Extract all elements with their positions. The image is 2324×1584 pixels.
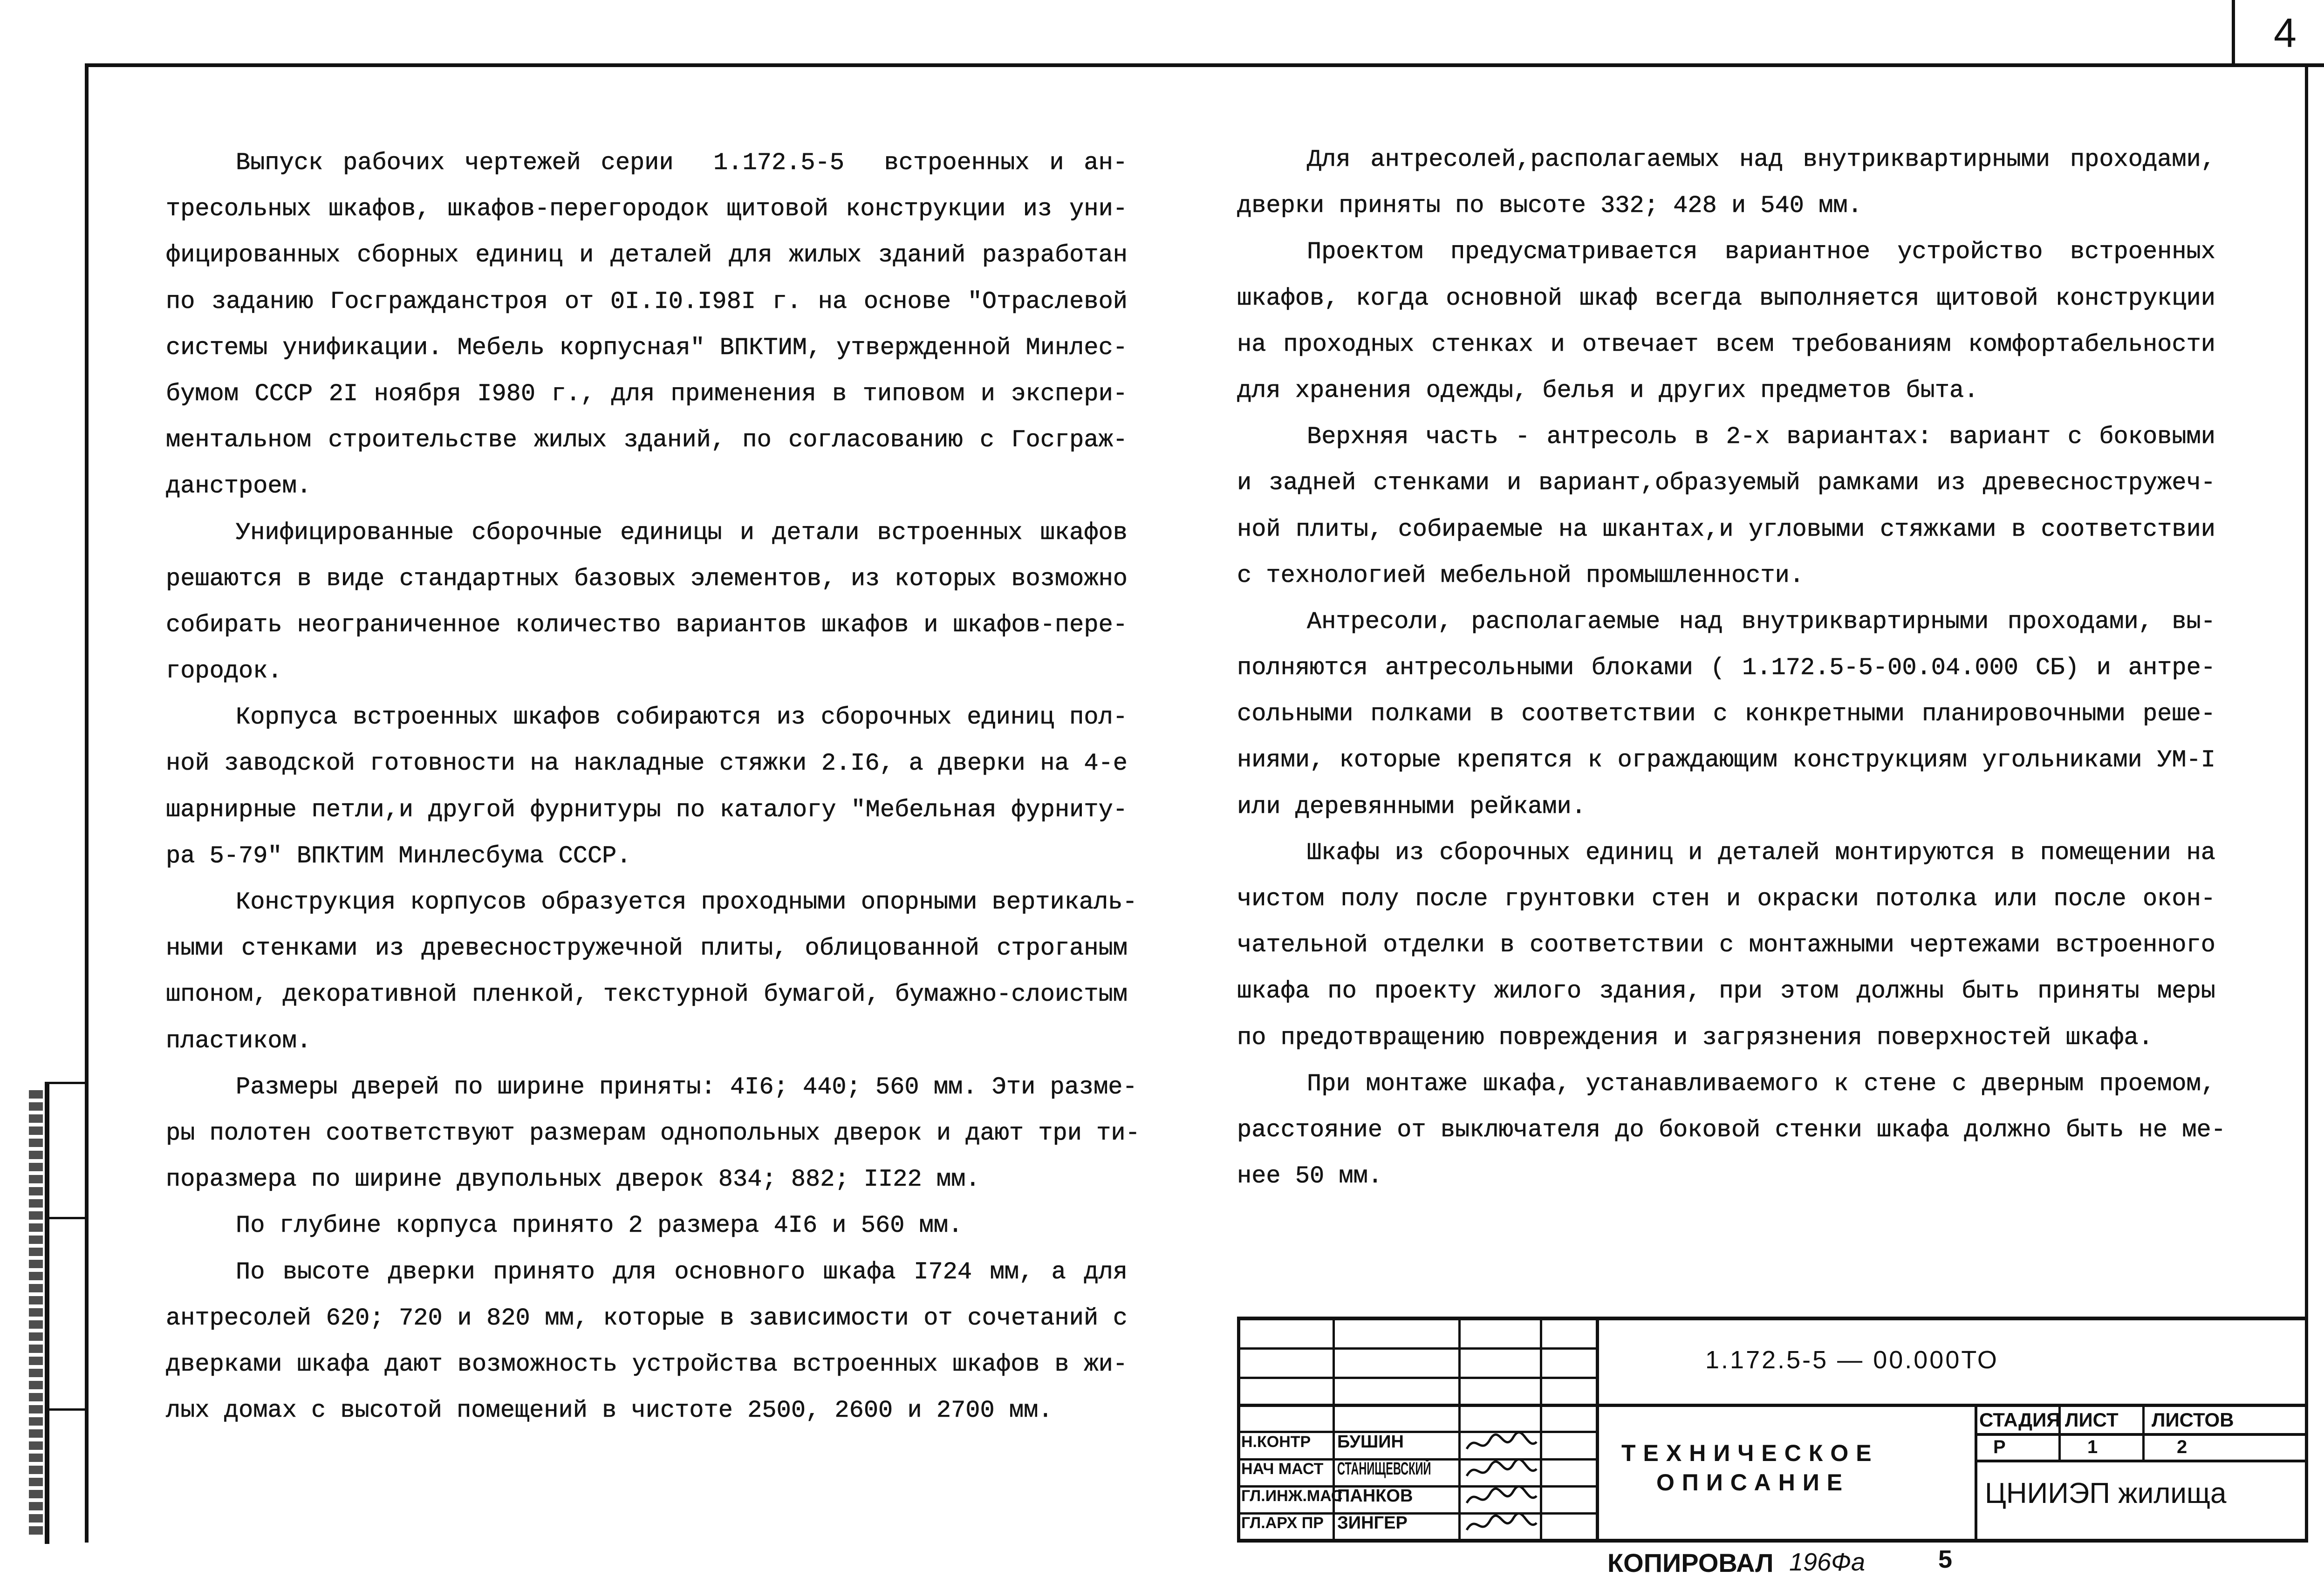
signature-icon bbox=[1462, 1457, 1541, 1485]
text-line: поразмера по ширине двупольных дверок 834; 882; II22 мм. bbox=[166, 1166, 980, 1194]
text-line: чательной отделки в соответствии с монтажными чертежами встроенного bbox=[1237, 931, 2215, 959]
sheet-value: 1 bbox=[2087, 1437, 2098, 1457]
copied-label: КОПИРОВАЛ bbox=[1607, 1548, 1774, 1577]
text-line: ментальном строительстве жилых зданий, по согласованию с Госграж- bbox=[166, 426, 1128, 454]
text-line: ниями, которые крепятся к ограждающим конструкциям угольниками УМ-I bbox=[1237, 746, 2215, 774]
text-line: по предотвращению повреждения и загрязнения поверхностей шкафа. bbox=[1237, 1024, 2153, 1051]
signature-icon bbox=[1462, 1430, 1541, 1458]
text-line: или деревянными рейками. bbox=[1237, 792, 1586, 820]
text-line: ной плиты, собираемые на шкантах,и угловыми стяжками в соответствии bbox=[1237, 515, 2215, 543]
text-line: Проектом предусматривается вариантное устройство встроенных bbox=[1307, 238, 2215, 266]
text-line: нее 50 мм. bbox=[1237, 1162, 1383, 1190]
frame-right-line bbox=[2305, 63, 2308, 1543]
left-text-column bbox=[166, 140, 1140, 1434]
text-line: для хранения одежды, белья и других предметов быта. bbox=[1237, 376, 1979, 404]
text-line: городок. bbox=[166, 657, 282, 685]
page-number-box-line bbox=[2232, 0, 2235, 65]
text-line: По высоте дверки принято для основного шкафа I724 мм, а для bbox=[236, 1258, 1128, 1286]
document-title-line1: ТЕХНИЧЕСКОЕ bbox=[1621, 1440, 1879, 1466]
text-line: собирать неограниченное количество вариантов шкафов и шкафов-пере- bbox=[166, 611, 1128, 639]
text-line: По глубине корпуса принято 2 размера 4I6 и 560 мм. bbox=[236, 1212, 963, 1240]
text-line: При монтаже шкафа, устанавливаемого к стене с дверным проемом, bbox=[1307, 1070, 2215, 1098]
text-line: ры полотен соответствуют размерам однопольных дверок и дают три ти- bbox=[166, 1119, 1140, 1147]
text-line: Для антресолей,располагаемых над внутриквартирными проходами, bbox=[1307, 146, 2215, 173]
text-line: на проходных стенках и отвечает всем требованиям комфортабельности bbox=[1237, 330, 2215, 358]
text-line: Выпуск рабочих чертежей серии 1.172.5-5 встроенных и ан- bbox=[236, 149, 1128, 177]
text-line: антресолей 620; 720 и 820 мм, которые в зависимости от сочетаний с bbox=[166, 1304, 1128, 1332]
sheets-header: ЛИСТОВ bbox=[2152, 1409, 2234, 1431]
text-line: данстроем. bbox=[166, 472, 312, 500]
text-line: тресольных шкафов, шкафов-перегородок щитовой конструкции из уни- bbox=[166, 195, 1128, 223]
margin-stamp-scribble bbox=[29, 1090, 43, 1537]
text-line: полняются антресольными блоками ( 1.172.5-5-00.04.000 СБ) и антре- bbox=[1237, 654, 2215, 682]
right-text-column bbox=[1237, 137, 2226, 1199]
text-line: ными стенками из древесностружечной плиты, облицованной строганым bbox=[166, 935, 1128, 963]
signatory-name: БУШИН bbox=[1337, 1432, 1404, 1452]
text-line: системы унификации. Мебель корпусная" ВПКТИМ, утвержденной Минлес- bbox=[166, 334, 1128, 362]
organization-name: ЦНИИЭП жилища bbox=[1985, 1477, 2227, 1509]
text-line: ной заводской готовности на накладные стяжки 2.I6, а дверки на 4-е bbox=[166, 750, 1128, 778]
text-line: решаются в виде стандартных базовых элементов, из которых возможно bbox=[166, 565, 1128, 593]
text-line: по заданию Госгражданстроя от 0I.I0.I98I г. на основе "Отраслевой bbox=[166, 287, 1128, 315]
signatory-role: ГЛ.ИНЖ.МАС bbox=[1241, 1487, 1343, 1505]
text-line: ра 5-79" ВПКТИМ Минлесбума СССР. bbox=[166, 842, 631, 870]
copied-number: 5 bbox=[1938, 1545, 1953, 1573]
stage-value: Р bbox=[1993, 1437, 2006, 1457]
stage-header: СТАДИЯ bbox=[1979, 1409, 2061, 1431]
text-line: Размеры дверей по ширине приняты: 4I6; 440; 560 мм. Эти разме- bbox=[236, 1073, 1137, 1101]
text-line: Унифицированные сборочные единицы и детали встроенных шкафов bbox=[236, 519, 1128, 546]
frame-top-line bbox=[86, 63, 2324, 67]
sheets-value: 2 bbox=[2177, 1437, 2187, 1457]
signatory-role: НАЧ МАСТ bbox=[1241, 1460, 1324, 1478]
page-number: 4 bbox=[2274, 10, 2297, 56]
text-line: шпоном, декоративной пленкой, текстурной бумагой, бумажно-слоистым bbox=[166, 981, 1128, 1009]
frame-bottom-line bbox=[1237, 1539, 2308, 1543]
text-line: пластиком. bbox=[166, 1027, 312, 1055]
text-line: Шкафы из сборочных единиц и деталей монтируются в помещении на bbox=[1307, 839, 2215, 867]
text-line: шкафов, когда основной шкаф всегда выполняется щитовой конструкции bbox=[1237, 284, 2215, 312]
text-line: с технологией мебельной промышленности. bbox=[1237, 561, 1804, 589]
document-title-line2: ОПИСАНИЕ bbox=[1656, 1469, 1850, 1495]
text-line: лых домах с высотой помещений в чистоте 2500, 2600 и 2700 мм. bbox=[166, 1397, 1053, 1425]
signatory-name: ПАНКОВ bbox=[1337, 1486, 1413, 1506]
text-line: Антресоли, располагаемые над внутриквартирными проходами, вы- bbox=[1307, 608, 2215, 635]
text-line: чистом полу после грунтовки стен и окраски потолка или после окон- bbox=[1237, 885, 2215, 913]
text-line: Конструкция корпусов образуется проходными опорными вертикаль- bbox=[236, 888, 1137, 916]
frame-left-line bbox=[85, 63, 89, 1543]
sheet-header: ЛИСТ bbox=[2065, 1409, 2119, 1431]
text-line: расстояние от выключателя до боковой стенки шкафа должно быть не ме- bbox=[1237, 1116, 2226, 1144]
text-line: Корпуса встроенных шкафов собираются из сборочных единиц пол- bbox=[236, 703, 1128, 731]
signatory-role: Н.КОНТР bbox=[1241, 1433, 1311, 1451]
text-line: шарнирные петли,и другой фурнитуры по каталогу "Мебельная фурниту- bbox=[166, 796, 1128, 824]
copied-mark: 196Фа bbox=[1789, 1548, 1866, 1576]
signatory-name: СТАНИЩЕВСКИЙ bbox=[1337, 1459, 1431, 1479]
signatory-name: ЗИНГЕР bbox=[1337, 1513, 1408, 1533]
text-line: дверками шкафа дают возможность устройства встроенных шкафов в жи- bbox=[166, 1350, 1128, 1378]
signature-icon bbox=[1462, 1511, 1541, 1539]
text-line: шкафа по проекту жилого здания, при этом должны быть приняты меры bbox=[1237, 977, 2215, 1005]
text-line: и задней стенками и вариант,образуемый рамками из древесностружеч- bbox=[1237, 469, 2215, 497]
signatory-role: ГЛ.АРХ ПР bbox=[1241, 1514, 1324, 1532]
text-line: бумом СССР 2I ноября I980 г., для применения в типовом и экспери- bbox=[166, 380, 1128, 408]
text-line: фицированных сборных единиц и деталей для жилых зданий разработан bbox=[166, 241, 1128, 269]
document-code: 1.172.5-5 — 00.000ТО bbox=[1705, 1346, 1999, 1374]
text-line: Верхняя часть - антресоль в 2-х вариантах: вариант с боковыми bbox=[1307, 423, 2215, 451]
text-line: сольными полками в соответствии с конкретными планировочными реше- bbox=[1237, 700, 2215, 728]
signature-icon bbox=[1462, 1484, 1541, 1512]
text-line: дверки приняты по высоте 332; 428 и 540 мм. bbox=[1237, 192, 1862, 220]
